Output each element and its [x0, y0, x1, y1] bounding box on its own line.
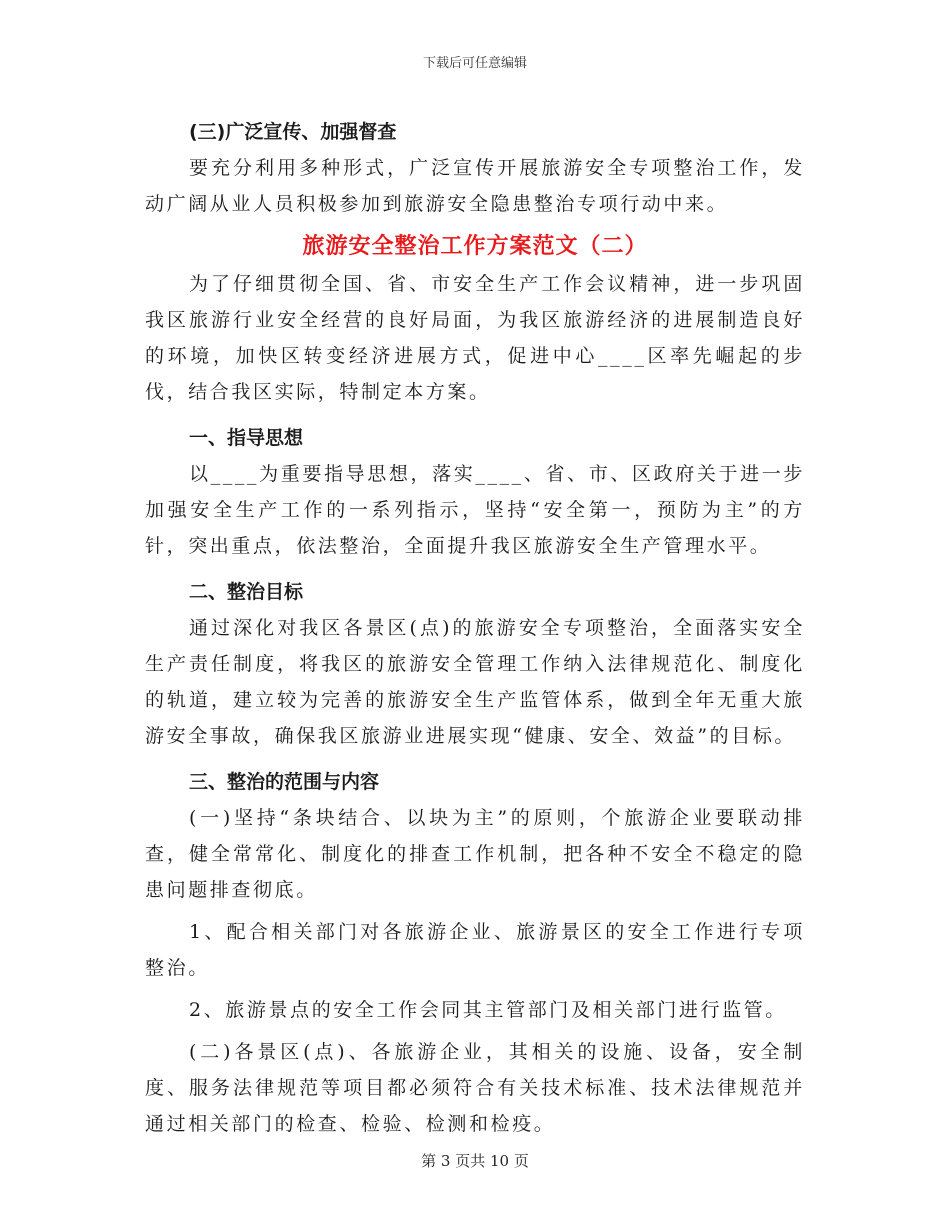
paragraph-scope-item-2: 2、旅游景点的安全工作会同其主管部门及相关部门进行监管。	[189, 999, 787, 1021]
paragraph-guiding-ideology: 以____为重要指导思想，落实____、省、市、区政府关于进一步加强安全生产工作的一系列指示，坚持“安全第一，预防为主”的方针，突出重点，依法整治，全面提升我区旅游安全生产管理水平。	[145, 463, 805, 557]
section-heading-goals: 二、整治目标	[189, 581, 304, 603]
section-heading-scope: 三、整治的范围与内容	[189, 771, 380, 793]
page-number: 第 3 页共 10 页	[421, 1152, 529, 1170]
section-heading-guiding-ideology: 一、指导思想	[189, 427, 304, 449]
paragraph-scope-1: (一)坚持“条块结合、以块为主”的原则，个旅游企业要联动排查，健全常常化、制度化的排查工作机制，把各种不安全不稳定的隐患问题排查彻底。	[145, 807, 805, 901]
paragraph-goals: 通过深化对我区各景区(点)的旅游安全专项整治，全面落实安全生产责任制度，将我区的旅游安全管理工作纳入法律规范化、制度化的轨道，建立较为完善的旅游安全生产监管体系，做到全年无重大旅游安全事故，确保我区旅游业进展实现“健康、安全、效益”的目标。	[145, 617, 805, 747]
paragraph-scope-2: (二)各景区(点)、各旅游企业，其相关的设施、设备，安全制度、服务法律规范等项目都必须符合有关技术标准、技术法律规范并通过相关部门的检查、检验、检测和检疫。	[145, 1041, 805, 1135]
paragraph-scope-item-1: 1、配合相关部门对各旅游企业、旅游景区的安全工作进行专项整治。	[145, 921, 805, 979]
section-heading-publicity: (三)广泛宣传、加强督查	[189, 121, 397, 143]
paragraph-intro: 为了仔细贯彻全国、省、市安全生产工作会议精神，进一步巩固我区旅游行业安全经营的良好局面，为我区旅游经济的进展制造良好的环境，加快区转变经济进展方式，促进中心____区率先崛起的步伐，结合我区实际，特制定本方案。	[145, 273, 805, 403]
document-body	[145, 110, 805, 1142]
paragraph-publicity: 要充分利用多种形式，广泛宣传开展旅游安全专项整治工作，发动广阔从业人员积极参加到旅游安全隐患整治专项行动中来。	[145, 157, 805, 215]
document-title: 旅游安全整治工作方案范文（二）	[302, 234, 648, 259]
header-note: 下载后可任意编辑	[422, 56, 527, 71]
